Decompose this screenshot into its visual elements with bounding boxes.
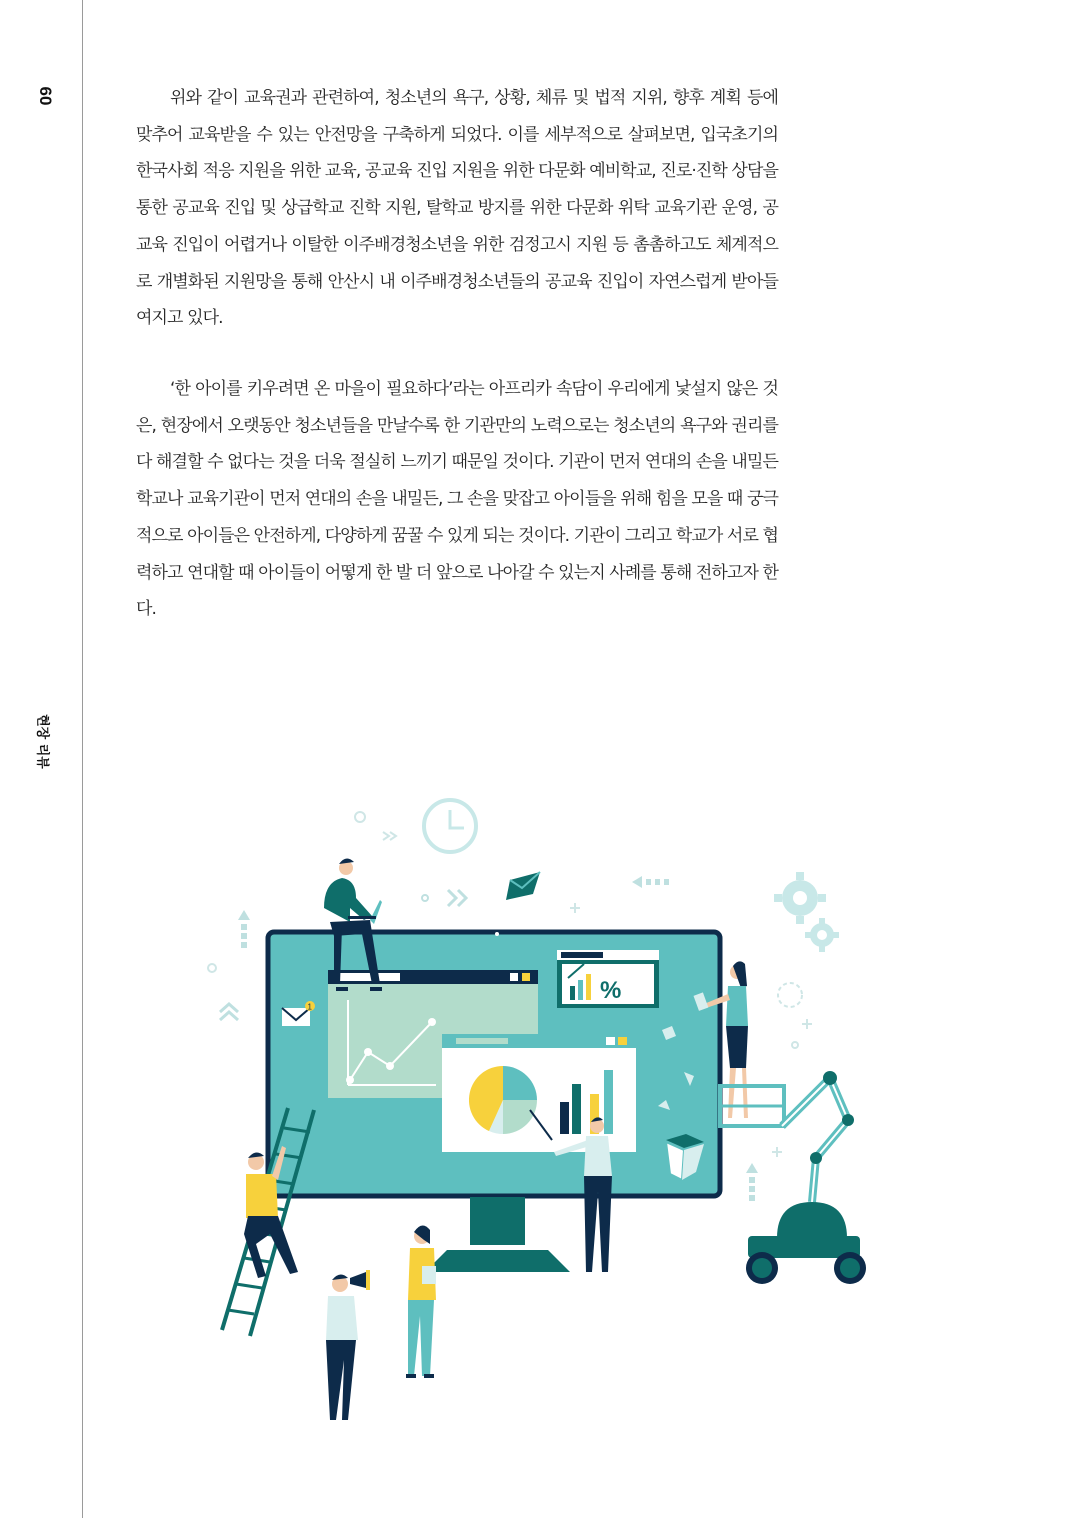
percent-symbol: % — [600, 977, 622, 1004]
section-label: 현장 리뷰 — [34, 714, 50, 769]
envelope-icon — [506, 872, 540, 900]
margin-rule — [82, 0, 83, 1518]
teamwork-illustration — [200, 790, 880, 1440]
percent-window — [557, 950, 659, 1008]
pie-chart-icon — [469, 1066, 537, 1134]
gear-icon — [774, 872, 839, 952]
page-number: 60 — [36, 86, 55, 106]
paragraph-1: 위와 같이 교육권과 관련하여, 청소년의 욕구, 상황, 체류 및 법적 지위, 향후 계획 등에 맞추어 교육받을 수 있는 안전망을 구축하게 되었다. 이를 세부적으로 살펴보면, 입국초기의 한국사회 적응 지원을 위한 교육, 공교육 진입 지원을 위한 다문화 예비학교, 진로·진학 상담을 통한 공교육 진입 및 상급학교 진학 지원, 탈학교 방지를 위한 다문화 위탁 교육기관 운영, 공교육 진입이 어렵거나 이탈한 이주배경청소년을 위한 검정고시 지원 등 촘촘하고도 체계적으로 개별화된 지원망을 통해 안산시 내 이주배경청소년들의 공교육 진입이 자연스럽게 받아들여지고 있다. — [136, 88, 778, 329]
robot-arm-icon — [720, 1071, 866, 1284]
pie-bar-window — [442, 1034, 636, 1152]
paragraph-2: ‘한 아이를 키우려면 온 마을이 필요하다’라는 아프리카 속담이 우리에게 낯설지 않은 것은, 현장에서 오랫동안 청소년들을 만날수록 한 기관만의 노력으로는 청소년의 욕구와 권리를 다 해결할 수 없다는 것을 더욱 절실히 느끼기 때문일 것이다. 기관이 먼저 연대의 손을 내밀든 학교나 교육기관이 먼저 연대의 손을 내밀든, 그 손을 맞잡고 아이들을 위해 힘을 모을 때 궁극적으로 아이들은 안전하게, 다양하게 꿈꿀 수 있게 되는 것이다. 기관이 그리고 학교가 서로 협력하고 연대할 때 아이들이 어떻게 한 발 더 앞으로 나아갈 수 있는지 사례를 통해 전하고자 한다. — [136, 379, 778, 620]
person-megaphone — [326, 1270, 370, 1420]
megaphone-icon — [350, 1272, 366, 1288]
notification-count: 1 — [307, 1002, 312, 1012]
clock-icon — [424, 800, 476, 852]
person-woman-papers — [406, 1225, 436, 1378]
